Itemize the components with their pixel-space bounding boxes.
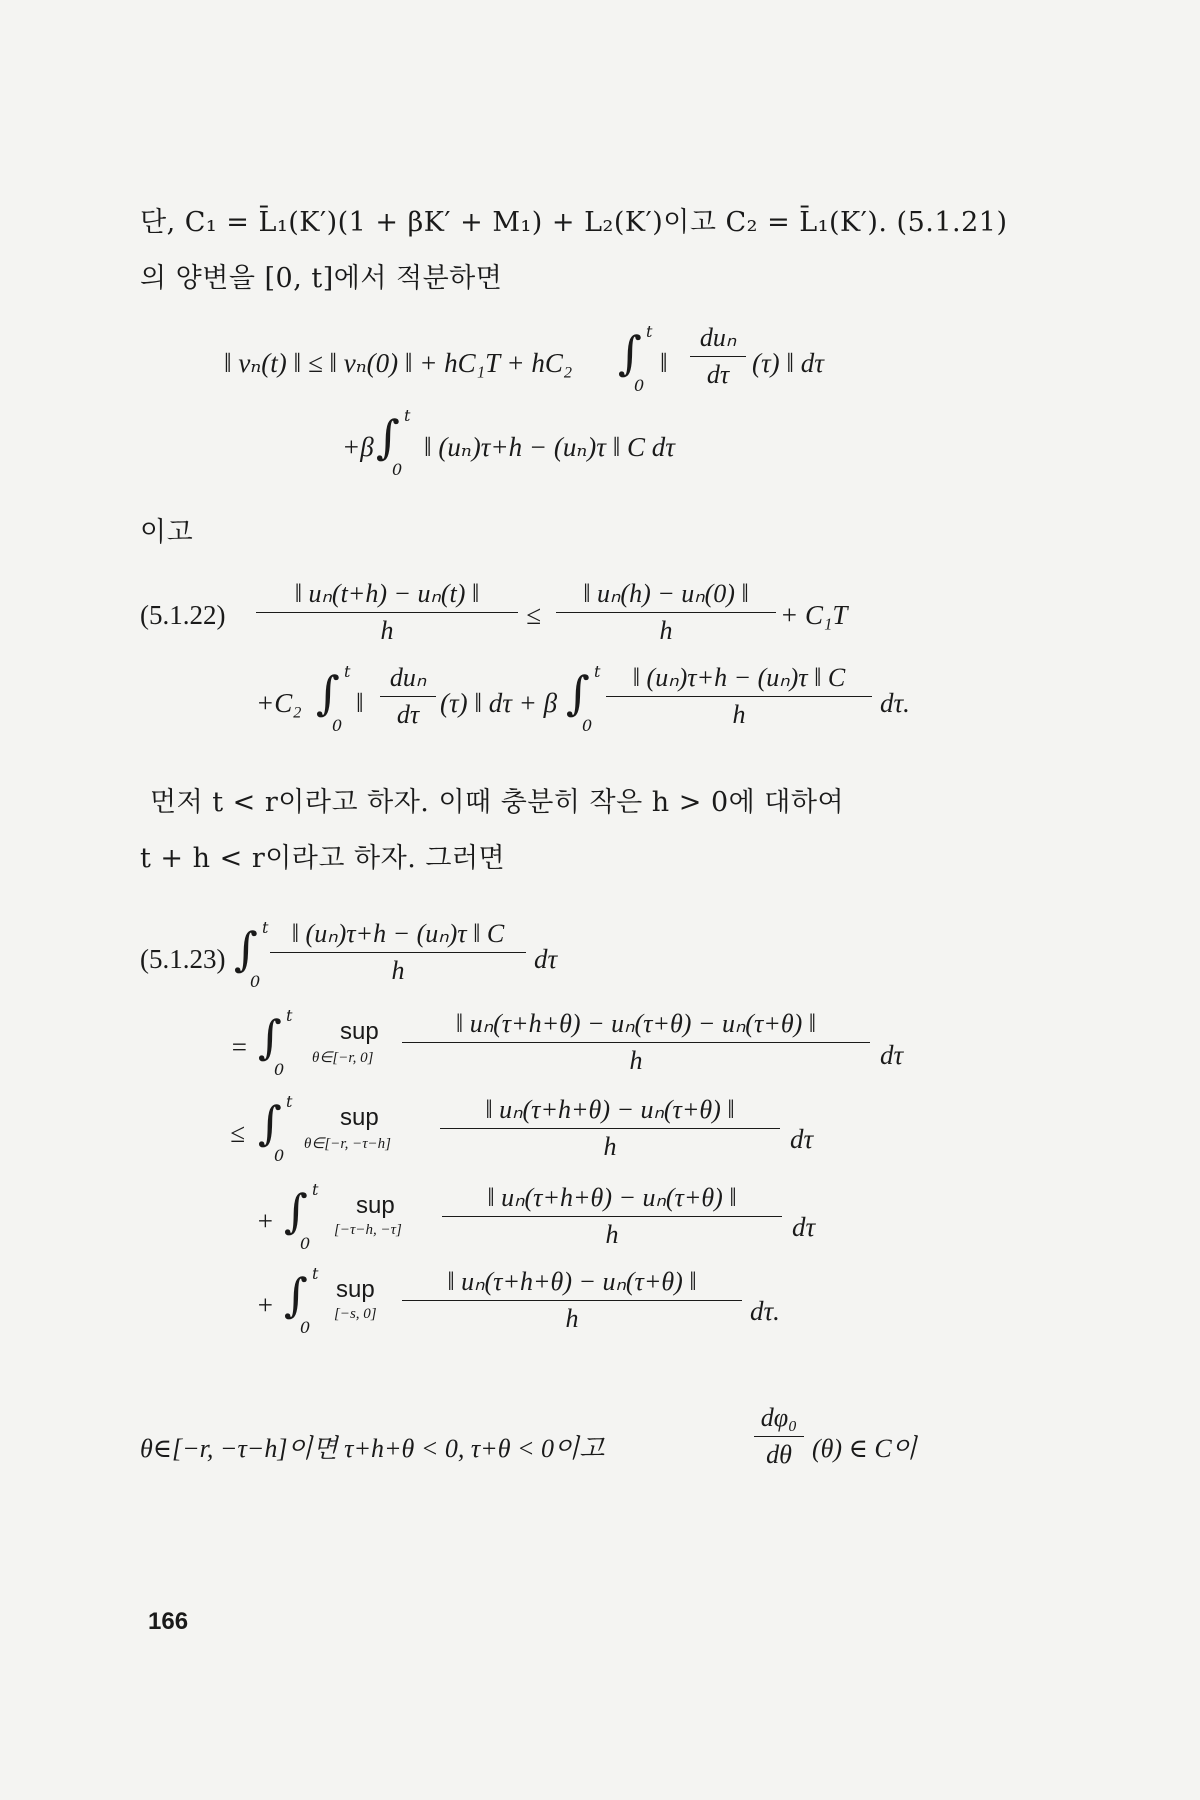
paragraph-line: t + h < r이라고 하자. 그러면 — [140, 843, 506, 874]
equation-number: (5.1.23) — [140, 944, 226, 974]
integral-lower-limit: 0 — [332, 716, 343, 735]
fraction-numerator: ‖ uₙ(τ+h+θ) − uₙ(τ+θ) ‖ — [485, 1095, 735, 1124]
integral-upper-limit: t — [312, 1180, 319, 1199]
integral-upper-limit: t — [646, 322, 653, 341]
integral-lower-limit: 0 — [582, 716, 593, 735]
fraction-denominator: h — [603, 1132, 617, 1161]
paragraph-line: 의 양변을 [0, t]에서 적분하면 — [140, 263, 503, 294]
integral-upper-limit: t — [344, 662, 351, 681]
fraction — [256, 578, 518, 647]
fraction — [440, 1094, 780, 1163]
equation-term: (τ) ‖ dτ + β — [440, 688, 558, 718]
fraction-numerator: ‖ uₙ(t+h) − uₙ(t) ‖ — [294, 579, 480, 608]
equation-term: dτ. — [750, 1296, 780, 1326]
paragraph-line: θ∈[−r, −τ−h]이면 τ+h+θ < 0, τ+θ < 0이고 — [140, 1434, 605, 1463]
fraction-du-dtau — [690, 322, 746, 391]
relation-equals: = — [230, 1032, 249, 1062]
integral-lower-limit: 0 — [392, 460, 403, 479]
equation-lhs: ‖ vₙ(t) ‖ ≤ ‖ vₙ(0) ‖ + hC₁T + hC₂ — [224, 348, 573, 378]
fraction — [402, 1008, 870, 1077]
fraction-bar — [442, 1216, 782, 1217]
integral-sign: ∫ — [316, 666, 340, 720]
fraction — [556, 578, 776, 647]
sup-operator: sup — [340, 1104, 379, 1131]
integral-sign: ∫ — [566, 666, 590, 720]
integral-upper-limit: t — [286, 1006, 293, 1025]
integral-sign: ∫ — [234, 922, 258, 976]
integral-upper-limit: t — [286, 1092, 293, 1111]
paragraph-line: 먼저 t < r이라고 하자. 이때 충분히 작은 h > 0에 대하여 — [150, 787, 845, 818]
fraction-denominator: dτ — [396, 700, 420, 729]
sup-subscript: θ∈[−r, −τ−h] — [304, 1136, 392, 1152]
fraction-bar — [270, 952, 526, 953]
fraction-denominator: h — [605, 1220, 619, 1249]
fraction-bar — [606, 696, 872, 697]
norm-bar: ‖ — [356, 688, 364, 718]
equation-term: dτ — [880, 1040, 904, 1070]
integral-lower-limit: 0 — [300, 1234, 311, 1253]
sup-operator: sup — [340, 1018, 379, 1045]
integral-sign: ∫ — [376, 410, 400, 464]
fraction-denominator: dθ — [766, 1440, 792, 1469]
fraction-bar — [402, 1042, 870, 1043]
fraction-denominator: h — [565, 1304, 579, 1333]
fraction — [442, 1182, 782, 1251]
equation-term: dτ — [534, 944, 558, 974]
fraction-du-dtau — [380, 662, 436, 731]
equation-tail: (τ) ‖ dτ — [752, 348, 824, 378]
fraction-bar — [402, 1300, 742, 1301]
fraction-bar — [440, 1128, 780, 1129]
sup-subscript: [−τ−h, −τ] — [334, 1222, 402, 1238]
integral-lower-limit: 0 — [274, 1146, 285, 1165]
fraction-numerator: ‖ (uₙ)τ+h − (uₙ)τ ‖ C — [632, 663, 846, 692]
equation-beta: +β — [342, 432, 374, 462]
fraction — [270, 918, 526, 987]
sup-subscript: θ∈[−r, 0] — [312, 1050, 374, 1066]
fraction-denominator: h — [391, 956, 405, 985]
sup-subscript: [−s, 0] — [334, 1306, 377, 1322]
fraction-bar — [690, 356, 746, 357]
integral-sign: ∫ — [284, 1268, 308, 1322]
fraction — [402, 1266, 742, 1335]
integral-sign: ∫ — [284, 1184, 308, 1238]
equation-term: +C₂ — [256, 688, 302, 718]
integral-sign: ∫ — [618, 326, 642, 380]
fraction-numerator: duₙ — [699, 323, 737, 352]
integral-sign: ∫ — [258, 1010, 282, 1064]
integral-upper-limit: t — [404, 406, 411, 425]
integral-upper-limit: t — [312, 1264, 319, 1283]
fraction-bar — [380, 696, 436, 697]
integral-lower-limit: 0 — [250, 972, 261, 991]
paragraph-line: (θ) ∈ C이 — [812, 1434, 917, 1463]
plus-sign: + — [256, 1206, 275, 1236]
fraction-numerator: ‖ uₙ(h) − uₙ(0) ‖ — [583, 579, 749, 608]
integral-lower-limit: 0 — [274, 1060, 285, 1079]
fraction-bar — [256, 612, 518, 613]
fraction-denominator: h — [732, 700, 746, 729]
sup-operator: sup — [336, 1276, 375, 1303]
fraction-numerator: duₙ — [389, 663, 427, 692]
fraction-denominator: h — [659, 616, 673, 645]
fraction-numerator: ‖ (uₙ)τ+h − (uₙ)τ ‖ C — [291, 919, 505, 948]
fraction-bar — [556, 612, 776, 613]
paragraph-line: 단, C₁ = L̄₁(K′)(1 + βK′ + M₁) + L₂(K′)이고 C₂ = L̄₁(K′). (5.1.21) — [140, 207, 1008, 238]
fraction-dphi-dtheta — [754, 1402, 804, 1471]
fraction-bar — [754, 1436, 804, 1437]
page-number: 166 — [148, 1608, 189, 1635]
relation-leq: ≤ — [526, 600, 541, 630]
integral-upper-limit: t — [262, 918, 269, 937]
norm-bar: ‖ — [660, 348, 668, 378]
equation-term: dτ — [790, 1124, 814, 1154]
sup-operator: sup — [356, 1192, 395, 1219]
equation-line: ‖ (uₙ)τ+h − (uₙ)τ ‖ C dτ — [424, 432, 675, 462]
equation-term: + C₁T — [780, 600, 848, 630]
fraction-denominator: dτ — [706, 360, 730, 389]
fraction-numerator: dφ₀ — [760, 1403, 798, 1432]
plus-sign: + — [256, 1290, 275, 1320]
integral-upper-limit: t — [594, 662, 601, 681]
fraction-numerator: ‖ uₙ(τ+h+θ) − uₙ(τ+θ) − uₙ(τ+θ) ‖ — [455, 1009, 817, 1038]
equation-term: dτ — [792, 1212, 816, 1242]
integral-lower-limit: 0 — [300, 1318, 311, 1337]
fraction-denominator: h — [629, 1046, 643, 1075]
relation-leq: ≤ — [230, 1118, 245, 1148]
equation-term: dτ. — [880, 688, 910, 718]
fraction — [606, 662, 872, 731]
integral-lower-limit: 0 — [634, 376, 645, 395]
fraction-numerator: ‖ uₙ(τ+h+θ) − uₙ(τ+θ) ‖ — [447, 1267, 697, 1296]
paragraph-line: 이고 — [140, 517, 194, 548]
fraction-numerator: ‖ uₙ(τ+h+θ) − uₙ(τ+θ) ‖ — [487, 1183, 737, 1212]
equation-number: (5.1.22) — [140, 600, 226, 630]
fraction-denominator: h — [380, 616, 394, 645]
integral-sign: ∫ — [258, 1096, 282, 1150]
